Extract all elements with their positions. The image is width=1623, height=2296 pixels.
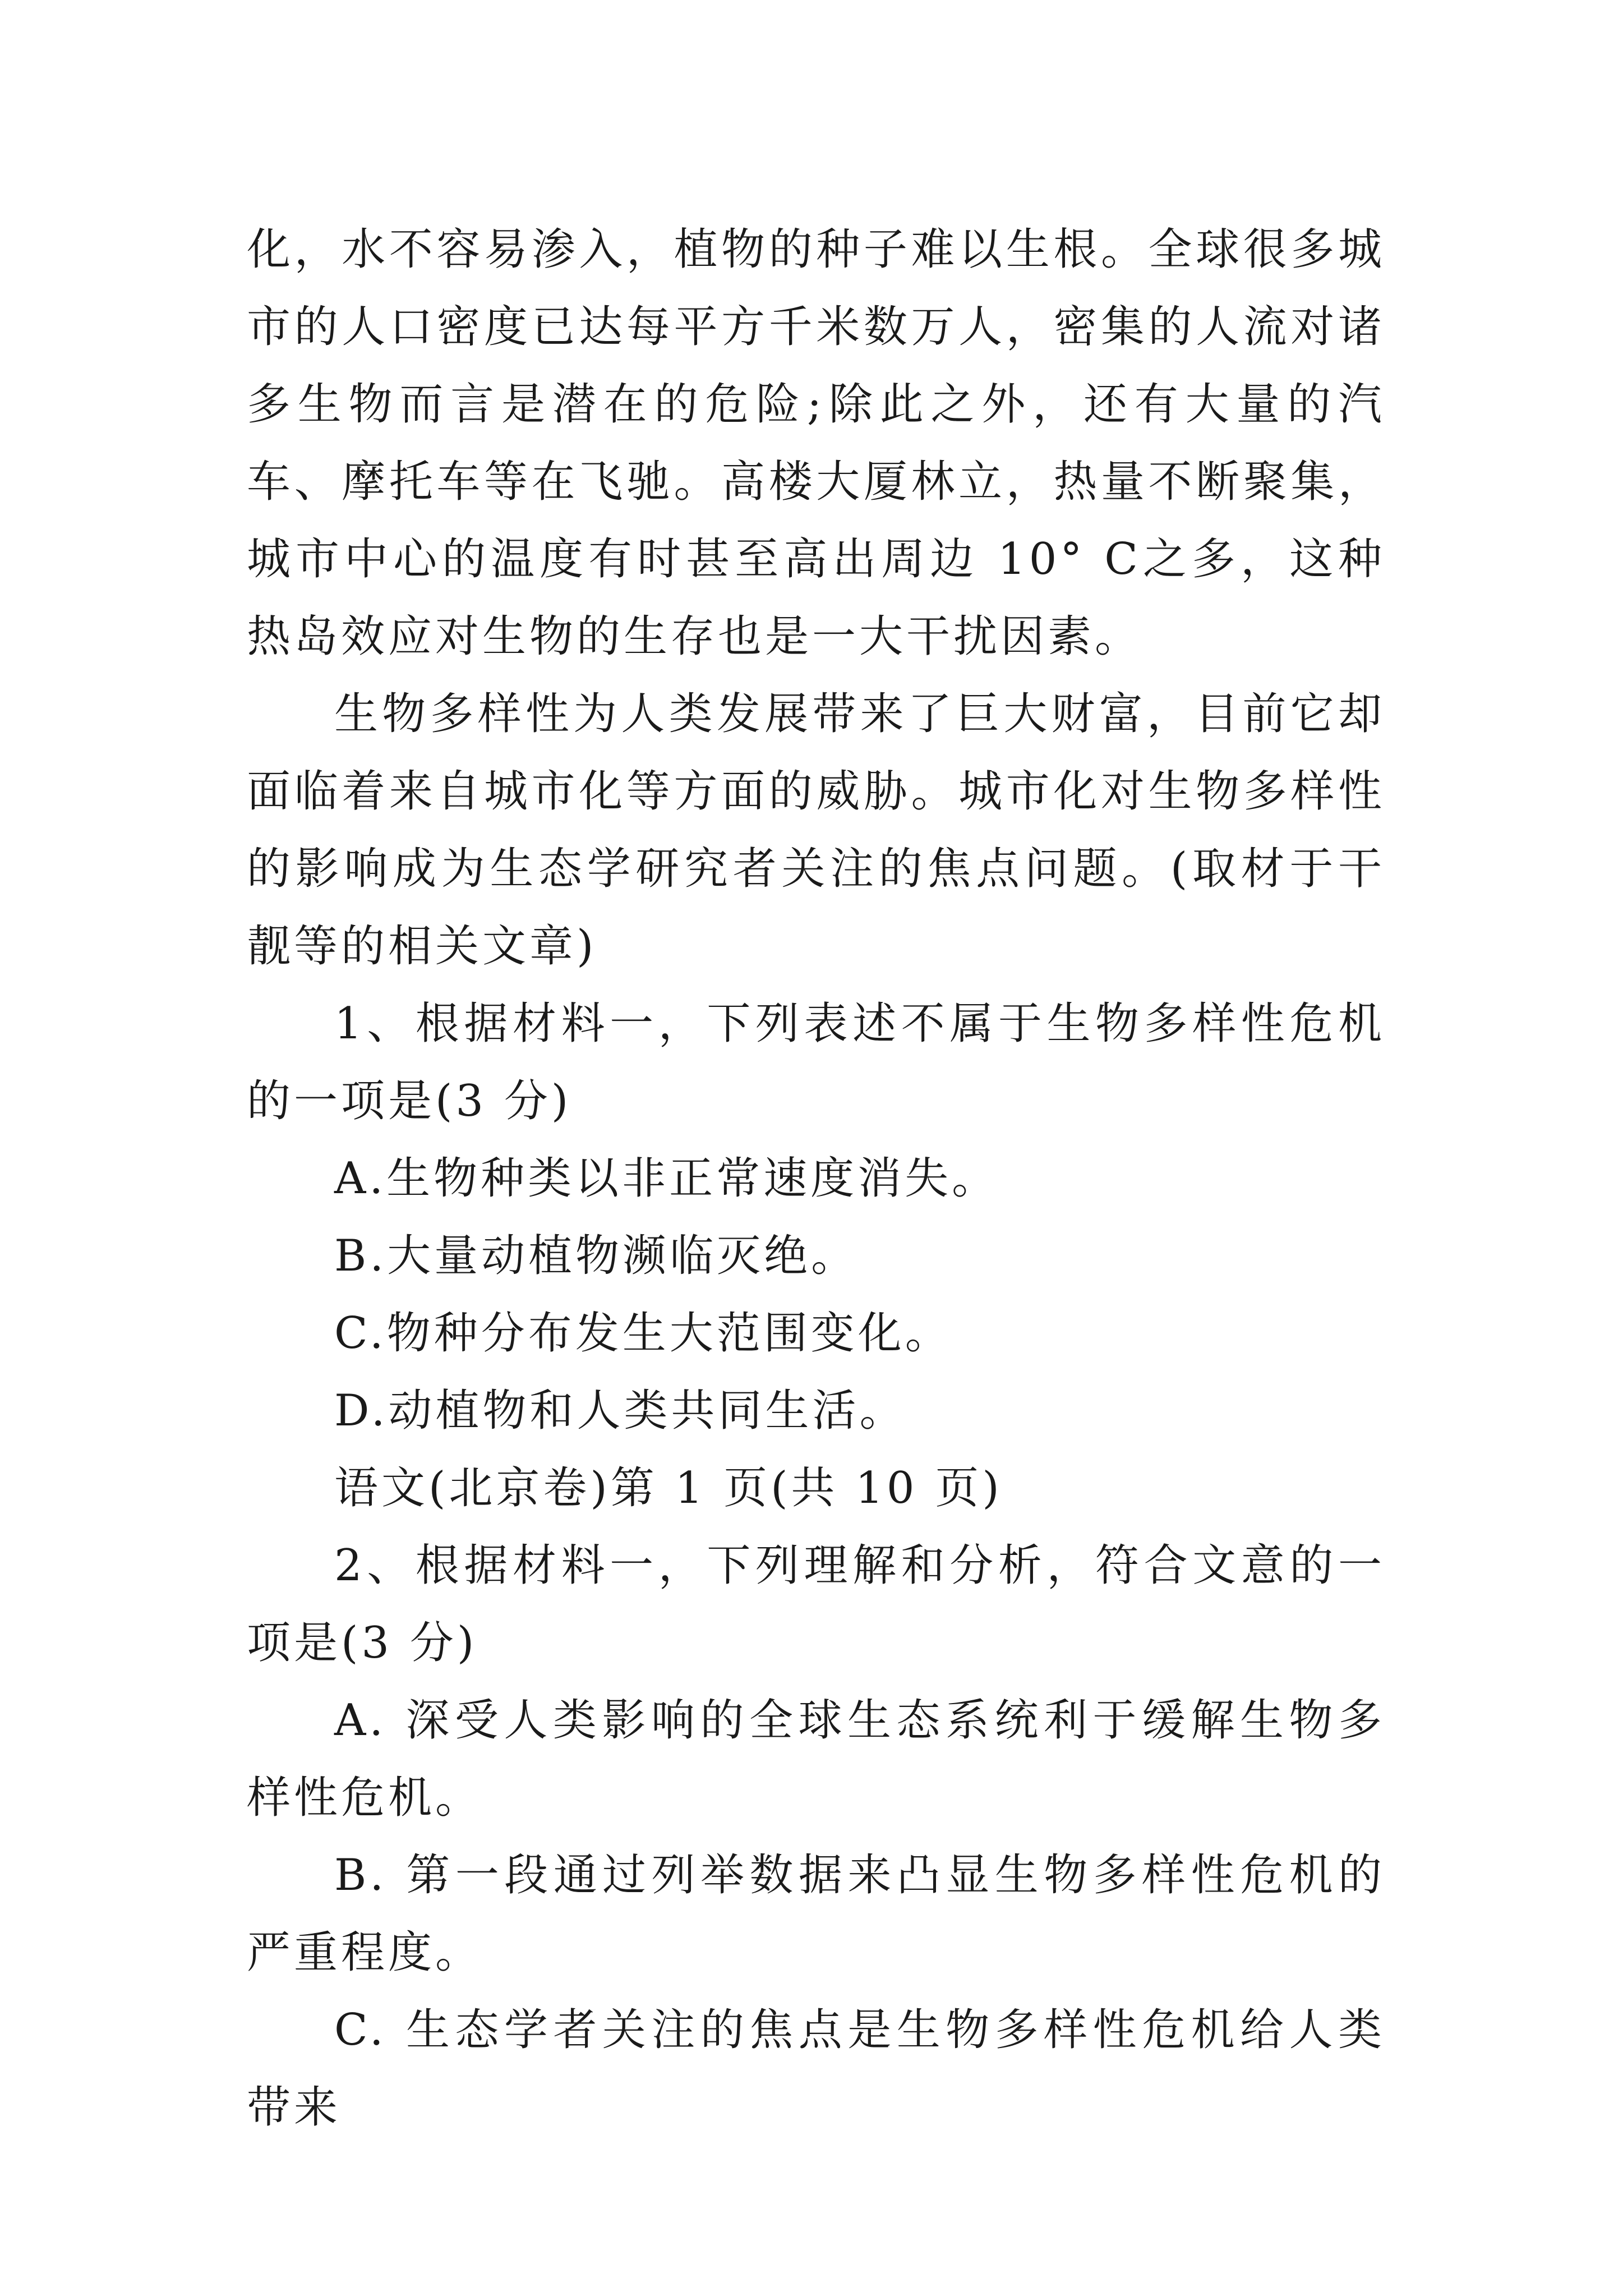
question-2-option-b: B. 第一段通过列举数据来凸显生物多样性危机的严重程度。 (247, 1850, 1385, 1978)
question-2-option-c: C. 生态学者关注的焦点是生物多样性危机给人类带来 (247, 2005, 1385, 2133)
question-2-stem: 2、根据材料一，下列理解和分析，符合文意的一项是(3 分) (247, 1540, 1385, 1668)
paragraph-biodiversity-threat: 生物多样性为人类发展带来了巨大财富，目前它却面临着来自城市化等方面的威胁。城市化对生物多样性的影响成为生态学研究者关注的焦点问题。(取材于干靓等的相关文章) (247, 689, 1385, 972)
question-1-option-a: A.生物种类以非正常速度消失。 (334, 1153, 999, 1204)
paragraph-urban-heat: 化，水不容易渗入，植物的种子难以生根。全球很多城市的人口密度已达每平方千米数万人，密集的人流对诸多生物而言是潜在的危险;除此之外，还有大量的汽车、摩托车等在飞驰。高楼大厦林立，热量不断聚集， 城市中心的温度有时甚至高出周边 10° C之多，这种热岛效应对生物的生存也是一大干扰因素。 (247, 224, 1385, 662)
question-1-option-b: B.大量动植物濒临灭绝。 (334, 1231, 859, 1281)
page-footer-note: 语文(北京卷)第 1 页(共 10 页) (334, 1463, 1003, 1513)
document-body (247, 211, 1385, 2146)
question-1-stem: 1、根据材料一，下列表述不属于生物多样性危机的一项是(3 分) (247, 999, 1385, 1126)
question-1-option-d: D.动植物和人类共同生活。 (334, 1386, 907, 1436)
question-2-option-a: A. 深受人类影响的全球生态系统利于缓解生物多样性危机。 (247, 1695, 1385, 1823)
question-1-option-c: C.物种分布发生大范围变化。 (334, 1308, 952, 1359)
